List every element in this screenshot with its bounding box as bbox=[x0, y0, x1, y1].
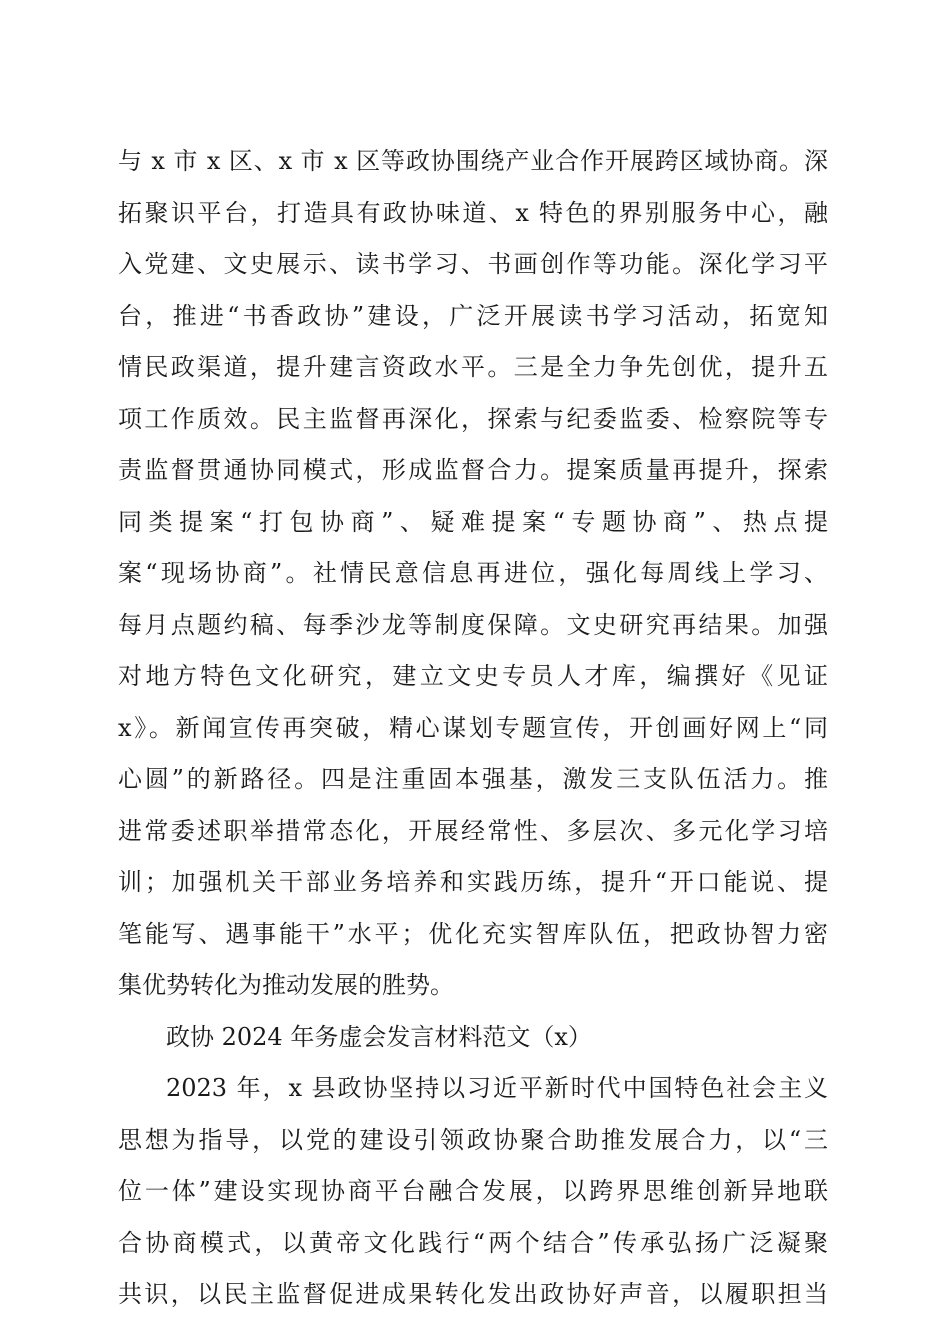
paragraph1-line-10: 每月点题约稿、每季沙龙等制度保障。文史研究再结果。加强 bbox=[118, 610, 828, 639]
paragraph1-line-17: 集优势转化为推动发展的胜势。 bbox=[118, 971, 454, 999]
paragraph2-line-2: 思想为指导，以党的建设引领政协聚合助推发展合力，以“三 bbox=[118, 1125, 828, 1154]
paragraph1-line-1: 与 x 市 x 区、x 市 x 区等政协围绕产业合作开展跨区域协商。深 bbox=[118, 147, 828, 175]
paragraph2-line-3: 位一体”建设实现协商平台融合发展，以跨界思维创新异地联 bbox=[118, 1177, 828, 1205]
paragraph2-line-5: 共识，以民主监督促进成果转化发出政协好声音，以履职担当 bbox=[118, 1280, 828, 1308]
paragraph1-line-11: 对地方特色文化研究，建立文史专员人才库，编撰好《见证 bbox=[118, 662, 828, 690]
paragraph1-line-4: 台，推进“书香政协”建设，广泛开展读书学习活动，拓宽知 bbox=[118, 301, 828, 330]
paragraph1-line-5: 情民政渠道，提升建言资政水平。三是全力争先创优，提升五 bbox=[118, 353, 828, 381]
paragraph1-line-16: 笔能写、遇事能干”水平；优化充实智库队伍，把政协智力密 bbox=[118, 919, 828, 948]
paragraph1-line-2: 拓聚识平台，打造具有政协味道、x 特色的界别服务中心，融 bbox=[118, 198, 828, 227]
section-heading: 政协 2024 年务虚会发言材料范文（x） bbox=[166, 1022, 592, 1051]
paragraph2-line-4: 合协商模式，以黄帝文化践行“两个结合”传承弘扬广泛凝聚 bbox=[118, 1228, 828, 1257]
paragraph1-line-14: 进常委述职举措常态化，开展经常性、多层次、多元化学习培 bbox=[118, 816, 828, 845]
paragraph1-line-13: 心圆”的新路径。四是注重固本强基，激发三支队伍活力。推 bbox=[118, 765, 828, 793]
paragraph1-line-12: x》。新闻宣传再突破，精心谋划专题宣传，开创画好网上“同 bbox=[118, 713, 828, 742]
paragraph1-line-7: 责监督贯通协同模式，形成监督合力。提案质量再提升，探索 bbox=[118, 456, 828, 484]
paragraph1-line-9: 案“现场协商”。社情民意信息再进位，强化每周线上学习、 bbox=[118, 559, 828, 587]
paragraph1-line-8: 同类提案“打包协商”、疑难提案“专题协商”、热点提 bbox=[118, 507, 828, 536]
paragraph1-line-6: 项工作质效。民主监督再深化，探索与纪委监委、检察院等专 bbox=[118, 404, 828, 433]
paragraph1-line-15: 训；加强机关干部业务培养和实践历练，提升“开口能说、提 bbox=[118, 868, 828, 896]
body-text bbox=[118, 136, 828, 1321]
paragraph2-line-1: 2023 年，x 县政协坚持以习近平新时代中国特色社会主义 bbox=[166, 1074, 828, 1102]
paragraph1-line-3: 入党建、文史展示、读书学习、书画创作等功能。深化学习平 bbox=[118, 250, 828, 278]
